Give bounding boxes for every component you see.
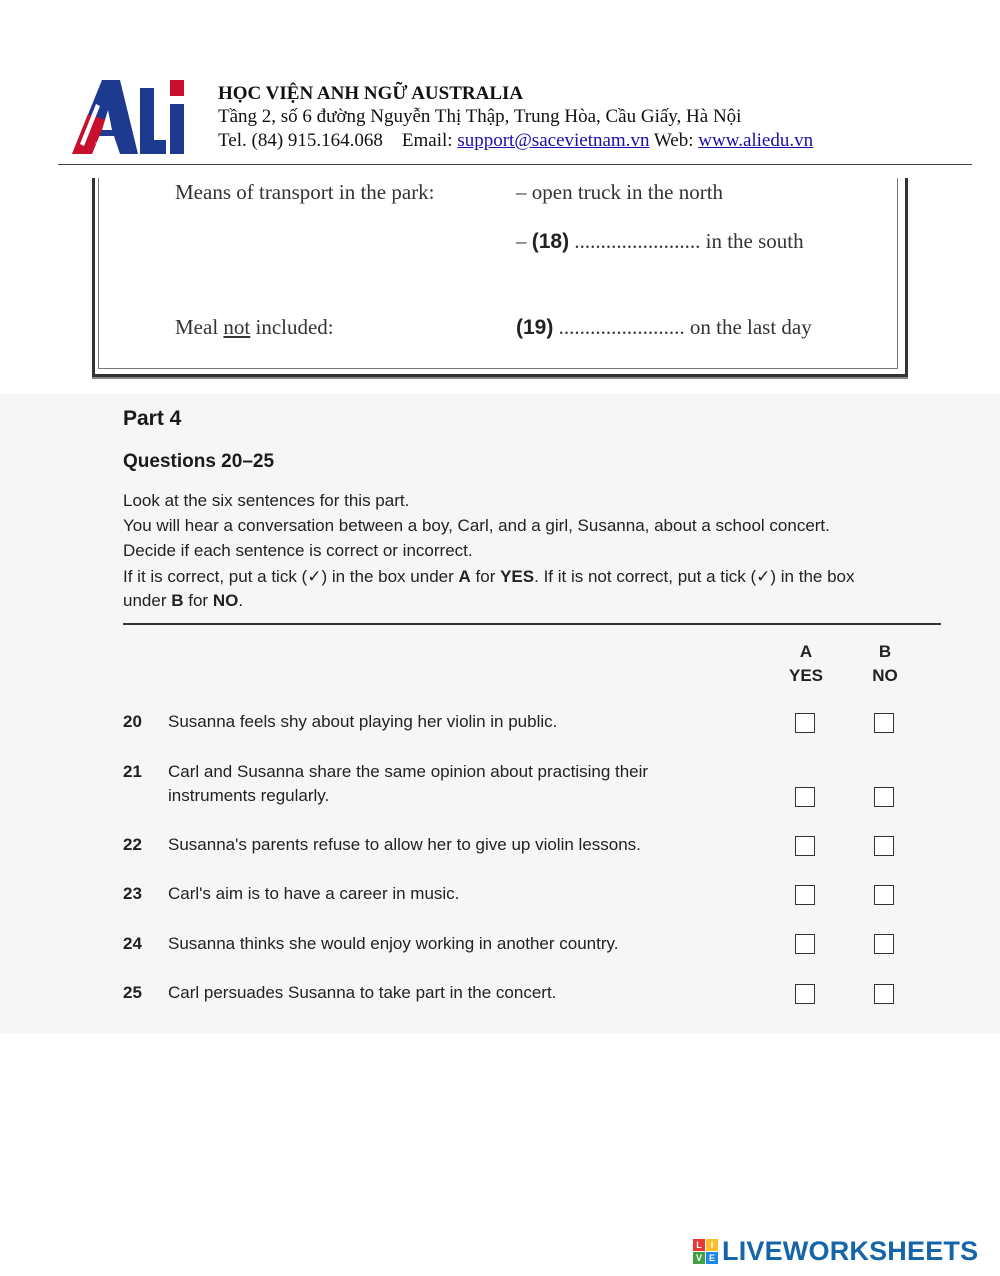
q20-no-checkbox[interactable] <box>874 713 894 733</box>
transport-north: – open truck in the north <box>516 180 724 204</box>
q25-yes-checkbox[interactable] <box>795 984 815 1004</box>
instruction-line-4 <box>123 565 855 589</box>
q18-line <box>516 229 804 254</box>
instr4-b: A <box>458 567 471 586</box>
instruction-line-5 <box>123 589 243 613</box>
liveworksheets-icon <box>693 1239 718 1264</box>
q24-yes-checkbox[interactable] <box>795 934 815 954</box>
column-b-label: NO <box>872 666 898 685</box>
liveworksheets-brand-text: LIVEWORKSHEETS <box>722 1235 979 1266</box>
q23-yes-checkbox[interactable] <box>795 885 815 905</box>
q18-number: (18) <box>531 230 570 253</box>
q22-yes-checkbox[interactable] <box>795 836 815 856</box>
instr5-d: NO <box>212 591 239 610</box>
column-a-letter: A <box>799 642 813 661</box>
liveworksheets-logo <box>693 1236 978 1266</box>
q23-no-checkbox[interactable] <box>874 885 894 905</box>
svg-text:★: ★ <box>94 137 105 151</box>
instruction-line-1: Look at the six sentences for this part. <box>123 491 410 510</box>
instr5-a: under <box>123 591 167 610</box>
meal-label-post: included: <box>255 315 334 339</box>
question-25-text: Carl persuades Susanna to take part in the concert. <box>168 983 557 1002</box>
question-23-number: 23 <box>123 884 142 903</box>
q19-line <box>516 315 812 340</box>
question-23-text: Carl's aim is to have a career in music. <box>168 884 460 903</box>
web-label: Web: <box>653 130 694 151</box>
transport-label: Means of transport in the park: <box>175 180 435 204</box>
q19-blank: ........................ on the last day <box>558 315 812 339</box>
q25-no-checkbox[interactable] <box>874 984 894 1004</box>
instr5-e: . <box>238 591 244 610</box>
instr5-b: B <box>171 591 184 610</box>
instr4-e: . If it is not correct, put a tick (✓) in the box <box>534 567 855 586</box>
part-title: Part 4 <box>123 407 182 430</box>
web-link[interactable]: www.aliedu.vn <box>698 130 814 151</box>
question-22-number: 22 <box>123 835 142 854</box>
question-20-number: 20 <box>123 712 142 731</box>
lw-icon-l: L <box>693 1239 705 1251</box>
lw-icon-e: E <box>706 1252 718 1264</box>
column-a-label: YES <box>788 666 824 685</box>
question-24-text: Susanna thinks she would enjoy working in another country. <box>168 934 619 953</box>
column-b-header <box>865 640 905 688</box>
column-b-letter: B <box>878 642 892 661</box>
question-21-number: 21 <box>123 762 142 781</box>
header-divider <box>58 164 972 165</box>
email-label: Email: <box>401 130 453 151</box>
meal-label-pre: Meal <box>175 315 219 339</box>
lw-icon-v: V <box>693 1252 705 1264</box>
meal-label-not: not <box>223 315 251 339</box>
scan-box-inner-frame <box>98 178 898 369</box>
contact-line <box>218 129 813 153</box>
lw-icon-i: I <box>706 1239 718 1251</box>
instructions-divider <box>123 623 941 625</box>
email-link[interactable]: support@sacevietnam.vn <box>457 130 650 151</box>
instr4-c: for <box>475 567 496 586</box>
instruction-line-2: You will hear a conversation between a boy, Carl, and a girl, Susanna, about a school concert. <box>123 516 830 535</box>
instr5-c: for <box>188 591 209 610</box>
q24-no-checkbox[interactable] <box>874 934 894 954</box>
column-a-header <box>786 640 826 688</box>
q22-no-checkbox[interactable] <box>874 836 894 856</box>
q21-yes-checkbox[interactable] <box>795 787 815 807</box>
questions-title: Questions 20–25 <box>123 451 275 472</box>
instr4-a: If it is correct, put a tick (✓) in the box under <box>123 567 454 586</box>
instr4-d: YES <box>500 567 535 586</box>
instruction-line-3: Decide if each sentence is correct or incorrect. <box>123 541 473 560</box>
q21-no-checkbox[interactable] <box>874 787 894 807</box>
tel-label: Tel. (84) 915.164.068 <box>218 130 383 151</box>
question-25-number: 25 <box>123 983 142 1002</box>
meal-label <box>175 315 334 340</box>
q18-blank: ........................ in the south <box>574 229 804 253</box>
q18-dash: – <box>516 229 527 253</box>
institute-name: HỌC VIỆN ANH NGỮ AUSTRALIA <box>218 83 524 104</box>
question-24-number: 24 <box>123 934 142 953</box>
q19-number: (19) <box>516 316 554 339</box>
institute-address: Tầng 2, số 6 đường Nguyễn Thị Thập, Trung Hòa, Cầu Giấy, Hà Nội <box>218 106 742 127</box>
question-20-text: Susanna feels shy about playing her violin in public. <box>168 712 558 731</box>
question-21-text: Carl and Susanna share the same opinion about practising their instruments regularly. <box>168 762 649 805</box>
question-22-text: Susanna's parents refuse to allow her to give up violin lessons. <box>168 835 641 854</box>
q20-yes-checkbox[interactable] <box>795 713 815 733</box>
ali-logo <box>68 74 188 156</box>
